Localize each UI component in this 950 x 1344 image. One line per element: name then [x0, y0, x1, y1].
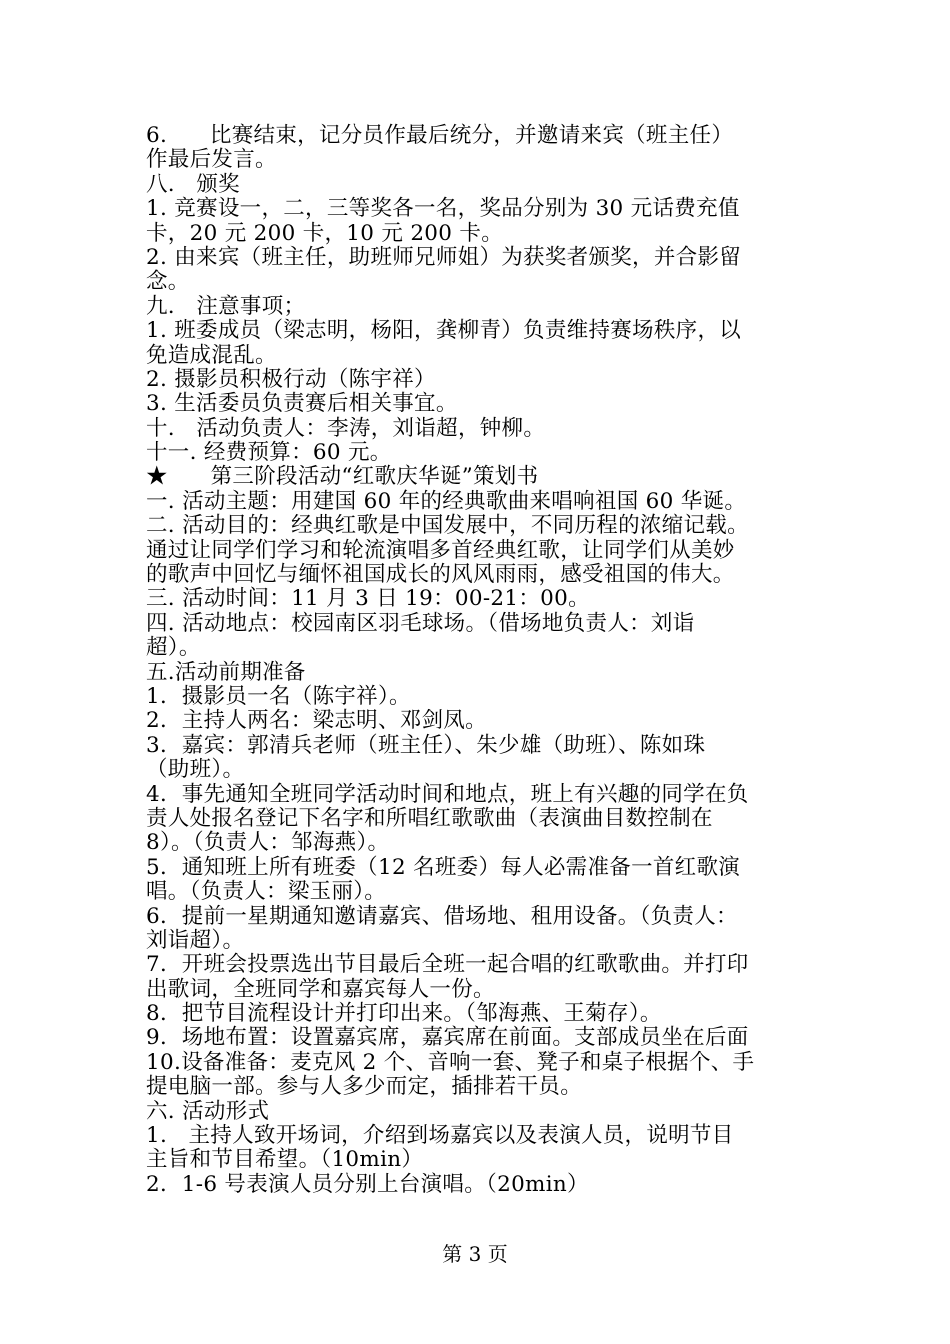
section-heading: 十一. 经费预算：60 元。: [146, 440, 392, 466]
text-line: 4．事先通知全班同学活动时间和地点，班上有兴趣的同学在负: [146, 781, 749, 807]
text-line: 1. 主持人致开场词，介绍到场嘉宾以及表演人员，说明节目: [146, 1123, 734, 1149]
text-line: 1. 班委成员（梁志明，杨阳，龚柳青）负责维持赛场秩序，以: [146, 318, 742, 344]
text-line: 作最后发言。: [146, 147, 277, 173]
section-heading: 十. 活动负责人：李涛，刘诣超，钟柳。: [146, 415, 546, 441]
text-line: 刘诣超）。: [146, 927, 245, 953]
text-line: 7．开班会投票选出节目最后全班一起合唱的红歌歌曲。并打印: [146, 952, 749, 978]
text-line: 卡，20 元 200 卡，10 元 200 卡。: [146, 220, 503, 246]
text-line: 出歌词，全班同学和嘉宾每人一份。: [146, 976, 495, 1002]
text-line: 提电脑一部。参与人多少而定，插排若干员。: [146, 1074, 583, 1100]
section-heading: 八. 颁奖: [146, 171, 240, 197]
text-line: 2．1-6 号表演人员分别上台演唱。（20min）: [146, 1171, 589, 1197]
text-line: 8）。（负责人：邹海燕）。: [146, 830, 390, 856]
text-line: 1. 竞赛设一，二，三等奖各一名，奖品分别为 30 元话费充值: [146, 196, 740, 222]
text-line: 2. 由来宾（班主任，助班师兄师姐）为获奖者颁奖，并合影留: [146, 244, 742, 270]
text-line: 责人处报名登记下名字和所唱红歌歌曲（表演曲目数控制在: [146, 805, 713, 831]
document-body: [146, 124, 816, 1197]
page-number: 第 3 页: [442, 1242, 508, 1266]
section-heading: 四. 活动地点：校园南区羽毛球场。（借场地负责人：刘诣: [146, 610, 695, 636]
text-line: 6. 比赛结束，记分员作最后统分，并邀请来宾（班主任）: [146, 123, 734, 148]
plan-title: ★ 第三阶段活动“红歌庆华诞”策划书: [146, 464, 539, 490]
section-heading: 六. 活动形式: [146, 1098, 270, 1124]
text-line: 2. 摄影员积极行动（陈宇祥）: [146, 366, 436, 392]
text-line: 8．把节目流程设计并打印出来。（邹海燕、王菊存）。: [146, 1001, 662, 1027]
text-line: 超）。: [146, 635, 201, 661]
text-line: 1．摄影员一名（陈宇祥）。: [146, 683, 411, 709]
text-line: 念。: [146, 269, 190, 295]
section-heading: 九. 注意事项；: [146, 293, 306, 319]
text-line: 9．场地布置：设置嘉宾席，嘉宾席在前面。支部成员坐在后面: [146, 1025, 749, 1051]
text-line: 2．主持人两名：梁志明、邓剑凤。: [146, 708, 487, 734]
section-heading: 五.活动前期准备: [146, 659, 306, 685]
text-line: 通过让同学们学习和轮流演唱多首经典红歌，让同学们从美妙: [146, 537, 735, 563]
text-line: 的歌声中回忆与缅怀祖国成长的风风雨雨，感受祖国的伟大。: [146, 562, 735, 588]
text-line: （助班）。: [146, 757, 245, 783]
section-heading: 三. 活动时间：11 月 3 日 19：00-21：00。: [146, 586, 590, 612]
text-line: 3．嘉宾：郭清兵老师（班主任）、朱少雄（助班）、陈如珠: [146, 732, 706, 758]
section-heading: 二. 活动目的：经典红歌是中国发展中，不同历程的浓缩记载。: [146, 513, 749, 539]
text-line: 10.设备准备：麦克风 2 个、音响一套、凳子和桌子根据个、手: [146, 1049, 755, 1075]
text-line: 主旨和节目希望。（10min）: [146, 1147, 424, 1173]
section-heading: 一. 活动主题：用建国 60 年的经典歌曲来唱响祖国 60 华诞。: [146, 488, 747, 514]
text-line: 6．提前一星期通知邀请嘉宾、借场地、租用设备。（负责人：: [146, 903, 738, 929]
text-line: 免造成混乱。: [146, 342, 277, 368]
text-line: 5．通知班上所有班委（12 名班委）每人必需准备一首红歌演: [146, 854, 741, 880]
text-line: 唱。（负责人：梁玉丽）。: [146, 879, 387, 905]
text-line: 3. 生活委员负责赛后相关事宜。: [146, 391, 458, 417]
